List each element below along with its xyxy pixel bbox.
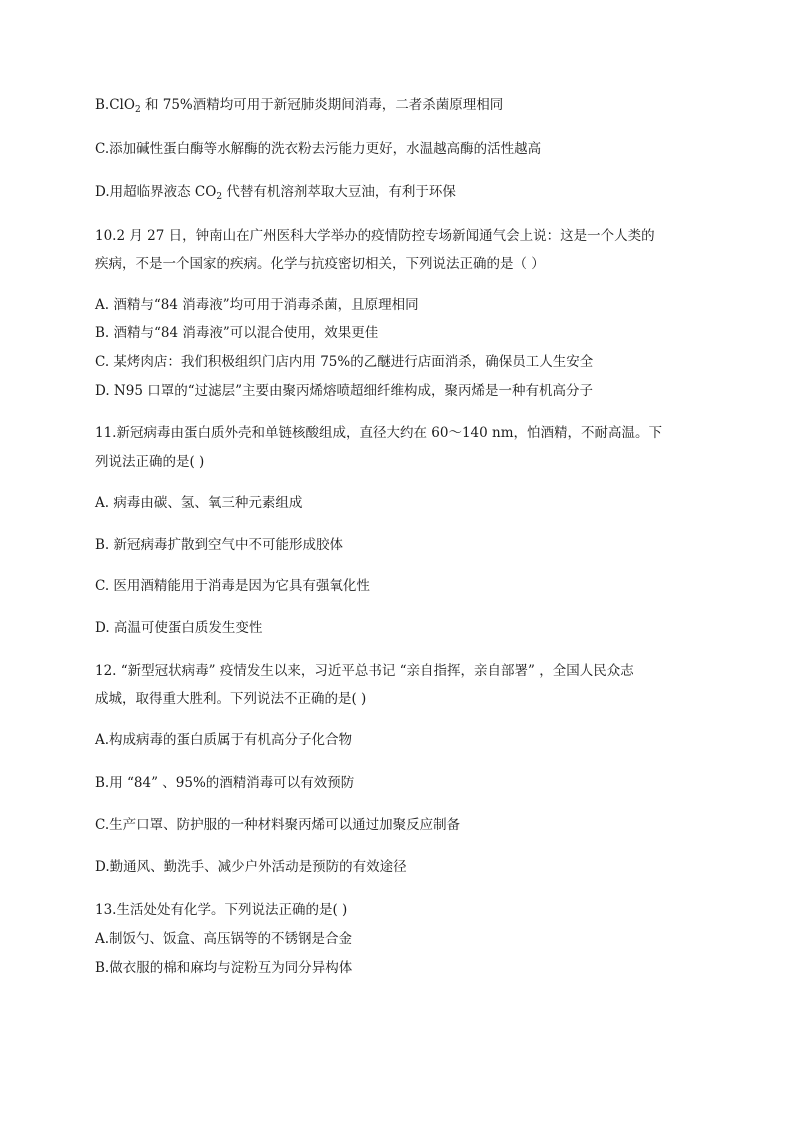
- q11-option-c: C. 医用酒精能用于消毒是因为它具有强氧化性: [95, 578, 370, 594]
- q9-option-d-subscript: 2: [216, 192, 223, 202]
- q13-option-b: B.做衣服的棉和麻均与淀粉互为同分异构体: [95, 960, 353, 976]
- q12-option-b: B.用 “84” 、95%的酒精消毒可以有效预防: [95, 775, 355, 791]
- q10-option-c: C. 某烤肉店：我们积极组织门店内用 75%的乙醚进行店面消杀，确保员工人生安全: [95, 354, 594, 370]
- q9-option-b-subscript: 2: [134, 105, 141, 115]
- q11-option-a: A. 病毒由碳、氢、氧三种元素组成: [95, 495, 303, 511]
- q13-stem: 13.生活处处有化学。下列说法正确的是( ): [95, 902, 348, 918]
- q12-option-a: A.构成病毒的蛋白质属于有机高分子化合物: [95, 732, 353, 748]
- q9-option-b-text-1: B.ClO: [95, 97, 135, 113]
- q10-option-a: A. 酒精与“84 消毒液”均可用于消毒杀菌，且原理相同: [95, 297, 419, 313]
- q9-option-b: [95, 96, 503, 114]
- q11-option-b: B. 新冠病毒扩散到空气中不可能形成胶体: [95, 537, 344, 553]
- q11-stem-line-1: 11.新冠病毒由蛋白质外壳和单链核酸组成，直径大约在 60～140 nm，怕酒精，不耐高温。下: [95, 425, 662, 441]
- q10-stem-line-1: 10.2 月 27 日，钟南山在广州医科大学举办的疫情防控专场新闻通气会上说：这是一个人类的: [95, 228, 655, 244]
- q12-option-d: D.勤通风、勤洗手、减少户外活动是预防的有效途径: [95, 859, 407, 875]
- q10-option-b: B. 酒精与“84 消毒液”可以混合使用，效果更佳: [95, 325, 379, 341]
- q10-option-d: D. N95 口罩的“过滤层”主要由聚丙烯熔喷超细纤维构成，聚丙烯是一种有机高分子: [95, 383, 594, 399]
- q11-option-d: D. 高温可使蛋白质发生变性: [95, 620, 263, 636]
- q12-stem-line-1: 12. “新型冠状病毒” 疫情发生以来，习近平总书记 “亲自指挥，亲自部署” ，全国人民众志: [95, 663, 634, 679]
- q9-option-d: [95, 183, 456, 201]
- q10-stem-line-2: 疾病，不是一个国家的疾病。化学与抗疫密切相关，下列说法正确的是（ ）: [95, 256, 545, 272]
- q9-option-d-text-1: D.用超临界液态 CO: [95, 184, 217, 200]
- q12-option-c: C.生产口罩、防护服的一种材料聚丙烯可以通过加聚反应制备: [95, 817, 461, 833]
- q9-option-c: C.添加碱性蛋白酶等水解酶的洗衣粉去污能力更好，水温越高酶的活性越高: [95, 141, 542, 157]
- q11-stem-line-2: 列说法正确的是( ): [95, 454, 205, 470]
- q9-option-b-text-2: 和 75%酒精均可用于新冠肺炎期间消毒，二者杀菌原理相同: [140, 97, 504, 113]
- q13-option-a: A.制饭勺、饭盒、高压锅等的不锈钢是合金: [95, 931, 353, 947]
- q12-stem-line-2: 成城，取得重大胜利。下列说法不正确的是( ): [95, 691, 367, 707]
- q9-option-d-text-2: 代替有机溶剂萃取大豆油，有利于环保: [222, 184, 456, 200]
